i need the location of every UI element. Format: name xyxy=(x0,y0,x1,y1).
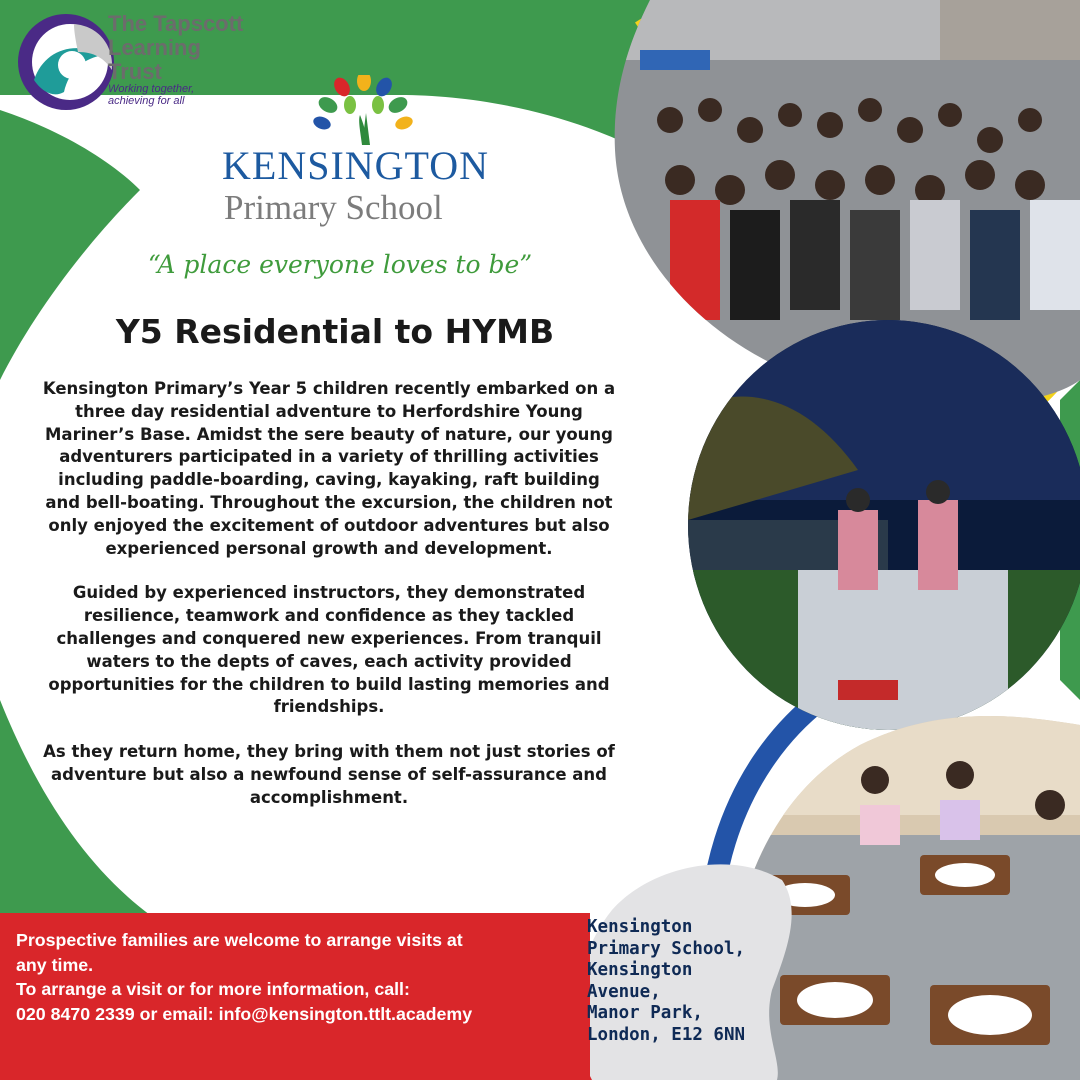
address-line: Avenue, xyxy=(587,981,661,1002)
article-paragraph: Kensington Primary’s Year 5 children recently embarked on a three day residential adventure to Herfordshire Young Mariner’s Base. Amidst the sere beauty of nature, our young adventurers participated in a variety of thrilling activities including paddle-boarding, caving, kayaking, raft building and bell-boating. Throughout the excursion, the children not only enjoyed the excitement of outdoor adventures but also experienced personal growth and development. xyxy=(42,379,616,558)
article-paragraph: As they return home, they bring with them not just stories of adventure but also a newfound sense of self-assurance and accomplishment. xyxy=(43,742,615,807)
trust-name-line: Learning xyxy=(108,35,201,60)
contact-line: any time. xyxy=(16,954,94,975)
address-line: London, E12 6NN xyxy=(587,1024,746,1045)
address-line: Kensington xyxy=(587,917,693,937)
article-title: Y5 Residential to HYMB xyxy=(115,312,555,351)
school-name: KENSINGTON xyxy=(222,143,490,188)
trust-tagline-line: achieving for all xyxy=(108,95,185,107)
school-address xyxy=(587,917,787,1046)
trust-name-line: Trust xyxy=(108,59,162,84)
address-line: Kensington xyxy=(587,960,693,980)
trust-tagline-line: Working together, xyxy=(108,83,195,95)
trust-name xyxy=(108,12,243,84)
article-body xyxy=(40,378,618,832)
contact-line: 020 8470 2339 or email: info@kensington.ttlt.academy xyxy=(16,1003,473,1024)
address-line: Manor Park, xyxy=(587,1003,703,1023)
contact-line: To arrange a visit or for more information, call: xyxy=(16,979,410,999)
address-line: Primary School, xyxy=(587,938,746,959)
school-subtitle: Primary School xyxy=(224,188,443,227)
lake-night-photo xyxy=(688,320,1080,730)
contact-line: Prospective families are welcome to arrange visits at xyxy=(16,930,463,950)
trust-name-line: The Tapscott xyxy=(108,11,244,36)
contact-info xyxy=(16,928,576,1026)
article-paragraph: Guided by experienced instructors, they demonstrated resilience, teamwork and confidence as they tackled challenges and conquered new experiences. From tranquil waters to the depts of caves, each activity provided opportunities for the children to build lasting memories and friendships. xyxy=(48,583,610,717)
school-motto: “A place everyone loves to be” xyxy=(147,250,533,279)
